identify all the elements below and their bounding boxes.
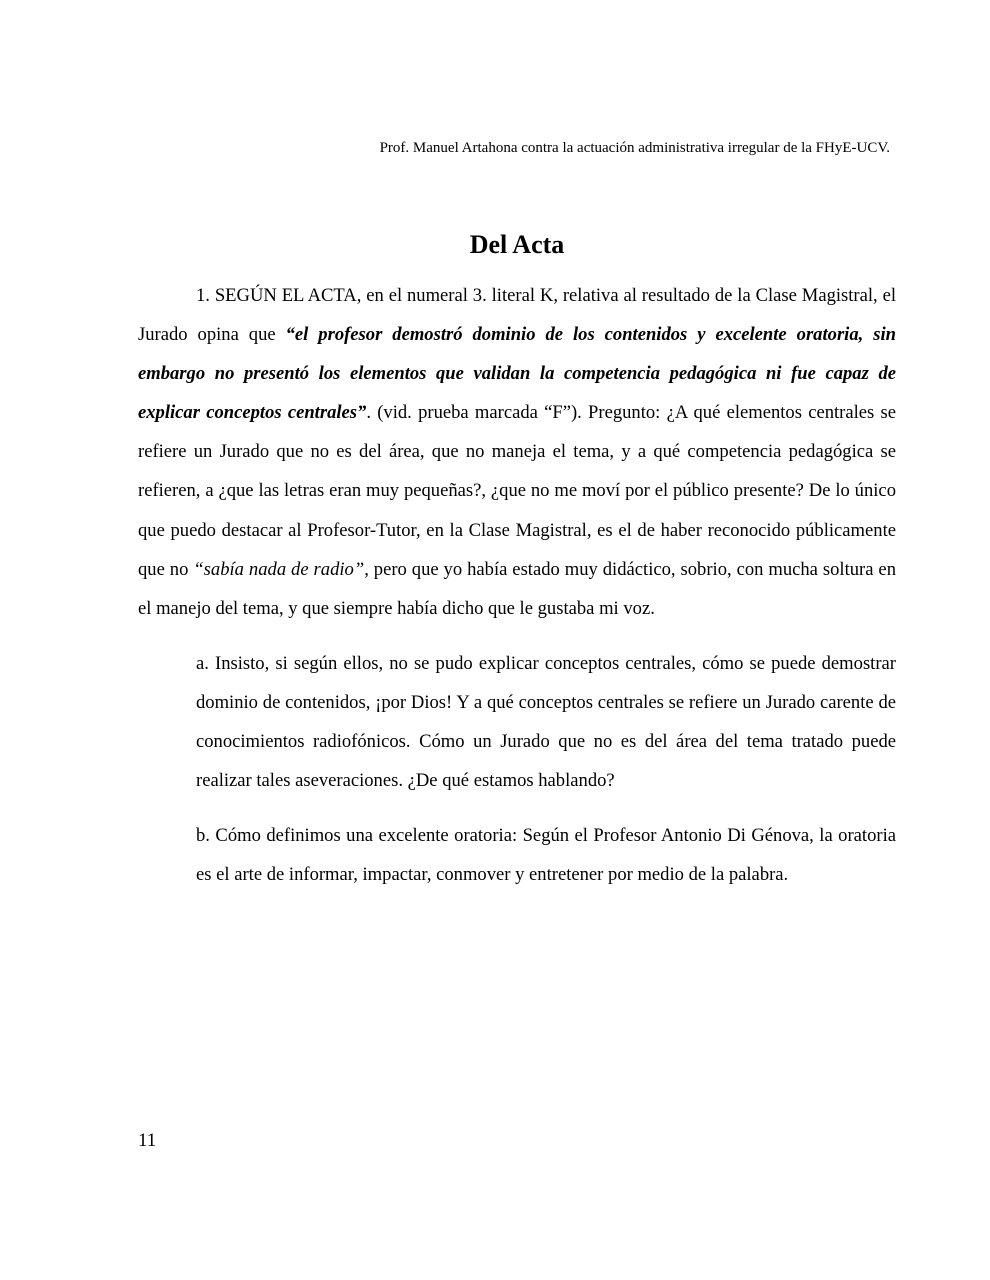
paragraph-1 bbox=[138, 276, 896, 628]
running-header: Prof. Manuel Artahona contra la actuación administrativa irregular de la FHyE-UCV. bbox=[379, 140, 890, 156]
paragraph-b: b. Cómo definimos una excelente oratoria: Según el Profesor Antonio Di Génova, la oratoria es el arte de informar, impactar, conmover y entretener por medio de la palabra. bbox=[196, 825, 896, 886]
radio-quote: “sabía nada de radio” bbox=[193, 558, 365, 580]
paragraph-a: a. Insisto, si según ellos, no se pudo explicar conceptos centrales, cómo se puede demostrar dominio de contenidos, ¡por Dios! Y a qué conceptos centrales se refiere un Jurado carente de conocimientos radiofónicos. Cómo un Jurado que no es del área del tema tratado puede realizar tales aseveraciones. ¿De qué estamos hablando? bbox=[196, 652, 896, 792]
paragraph-1-end: , pero que yo había estado muy didáctico, sobrio, con mucha soltura en el manejo del tema, y que siempre había dicho que le gustaba mi voz. bbox=[138, 558, 896, 619]
jury-quote: “el profesor demostró dominio de los contenidos y excelente oratoria, sin embargo no presentó los elementos que validan la competencia pedagógica ni fue capaz de explicar conceptos centrales” bbox=[138, 324, 896, 424]
body-text bbox=[138, 276, 896, 894]
page-number: 11 bbox=[138, 1130, 157, 1151]
paragraph-1-intro: 1. SEGÚN EL ACTA, en el numeral 3. literal K, relativa al resultado de la Clase Magistral, el Jurado opina que bbox=[138, 285, 896, 346]
section-title: Del Acta bbox=[469, 230, 565, 259]
paragraph-1-middle: . (vid. prueba marcada “F”). Pregunto: ¿A qué elementos centrales se refiere un Jurado que no es del área, que no maneja el tema, y a qué competencia pedagógica se refieren, a ¿que las letras eran muy pequeñas?, ¿que no me moví por el público presente? De lo único que puedo destacar al Profesor-Tutor, en la Clase Magistral, es el de haber reconocido públicamente que no bbox=[138, 402, 896, 580]
